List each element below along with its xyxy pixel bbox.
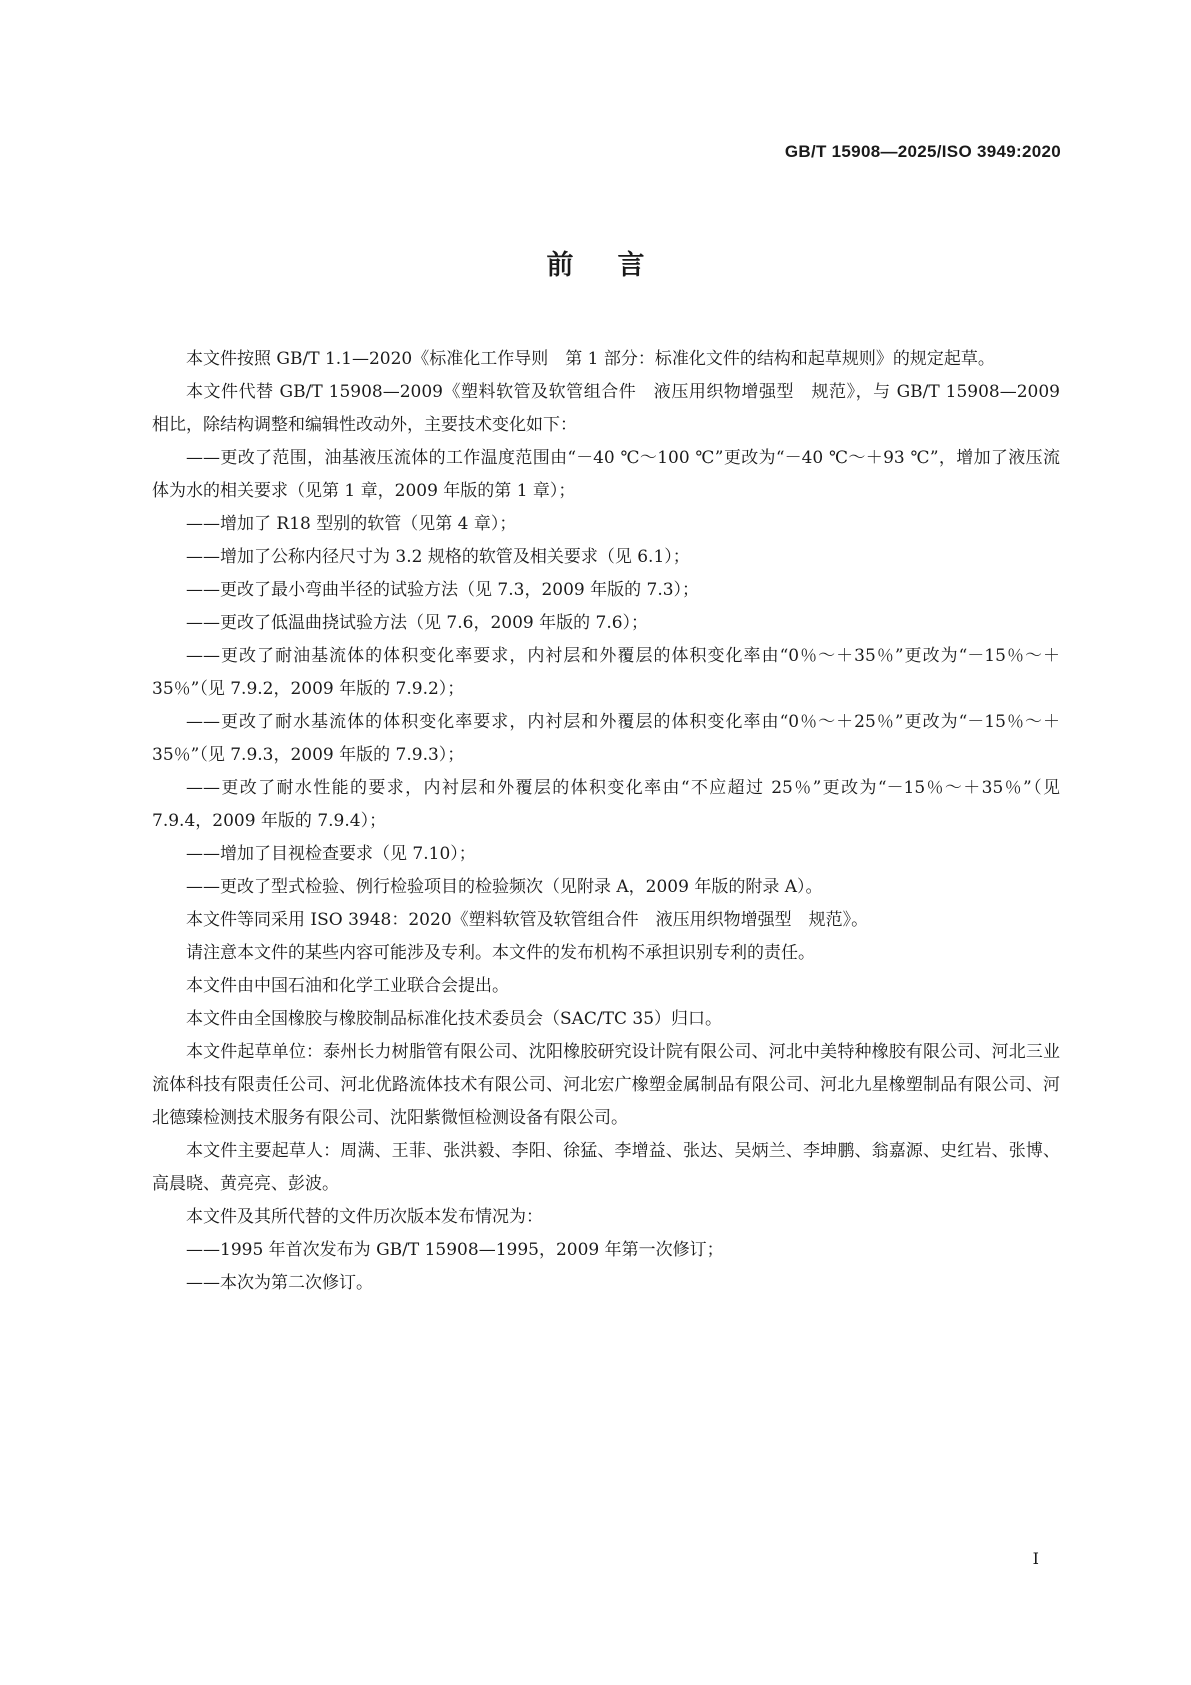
list-item-change: ——增加了公称内径尺寸为 3.2 规格的软管及相关要求（见 6.1）； [186,547,690,567]
list-item-change: ——更改了耐水基流体的体积变化率要求，内衬层和外覆层的体积变化率由“0％～＋25％”更改为“－15％～＋35％”（见 7.9.3，2009 年版的 7.9.3）； [152,712,1060,765]
list-item-change: ——增加了目视检查要求（见 7.10）； [186,844,476,864]
list-item-change: ——更改了耐油基流体的体积变化率要求，内衬层和外覆层的体积变化率由“0％～＋35％”更改为“－15％～＋35％”（见 7.9.2，2009 年版的 7.9.2）； [152,646,1060,699]
list-item-change: ——更改了型式检验、例行检验项目的检验频次（见附录 A，2009 年版的附录 A）。 [186,877,823,897]
standard-code-header: GB/T 15908—2025/ISO 3949:2020 [784,142,1061,161]
list-item-change: ——更改了范围，油基液压流体的工作温度范围由“－40 ℃～100 ℃”更改为“－40 ℃～＋93 ℃”，增加了液压流体为水的相关要求（见第 1 章，2009 年版的第 1 章）； [152,448,1060,501]
page-title: 前言 [546,250,689,281]
paragraph-proposer: 本文件由中国石油和化学工业联合会提出。 [186,976,509,996]
list-item-history: ——1995 年首次发布为 GB/T 15908—1995，2009 年第一次修订； [186,1240,724,1260]
paragraph-drafters: 本文件主要起草人：周满、王菲、张洪毅、李阳、徐猛、李增益、张达、吴炳兰、李坤鹏、翁嘉源、史红岩、张博、高晨晓、黄亮亮、彭波。 [152,1141,1060,1194]
paragraph-drafting-units: 本文件起草单位：泰州长力树脂管有限公司、沈阳橡胶研究设计院有限公司、河北中美特种橡胶有限公司、河北三业流体科技有限责任公司、河北优路流体技术有限公司、河北宏广橡塑金属制品有限公司、河北九星橡塑制品有限公司、河北德臻检测技术服务有限公司、沈阳紫微恒检测设备有限公司。 [152,1042,1060,1128]
list-item-change: ——更改了耐水性能的要求，内衬层和外覆层的体积变化率由“不应超过 25％”更改为“－15％～＋35％”（见 7.9.4，2009 年版的 7.9.4）； [152,778,1060,831]
list-item-history: ——本次为第二次修订。 [186,1273,373,1293]
paragraph-patent-notice: 请注意本文件的某些内容可能涉及专利。本文件的发布机构不承担识别专利的责任。 [186,943,815,963]
paragraph-committee: 本文件由全国橡胶与橡胶制品标准化技术委员会（SAC/TC 35）归口。 [186,1009,723,1029]
list-item-change: ——更改了低温曲挠试验方法（见 7.6，2009 年版的 7.6）； [186,613,649,633]
paragraph-replacement: 本文件代替 GB/T 15908—2009《塑料软管及软管组合件 液压用织物增强型 规范》，与 GB/T 15908—2009 相比，除结构调整和编辑性改动外，主要技术变化如下： [152,382,1060,435]
list-item-change: ——更改了最小弯曲半径的试验方法（见 7.3，2009 年版的 7.3）； [186,580,700,600]
paragraph-iso-adoption: 本文件等同采用 ISO 3948：2020《塑料软管及软管组合件 液压用织物增强型 规范》。 [186,910,869,930]
paragraph-history-intro: 本文件及其所代替的文件历次版本发布情况为： [186,1207,543,1227]
document-body [152,343,1060,1300]
paragraph-drafting-rules: 本文件按照 GB/T 1.1—2020《标准化工作导则 第 1 部分：标准化文件的结构和起草规则》的规定起草。 [186,349,995,369]
list-item-change: ——增加了 R18 型别的软管（见第 4 章）； [186,514,517,534]
page-number: I [1032,1549,1039,1568]
